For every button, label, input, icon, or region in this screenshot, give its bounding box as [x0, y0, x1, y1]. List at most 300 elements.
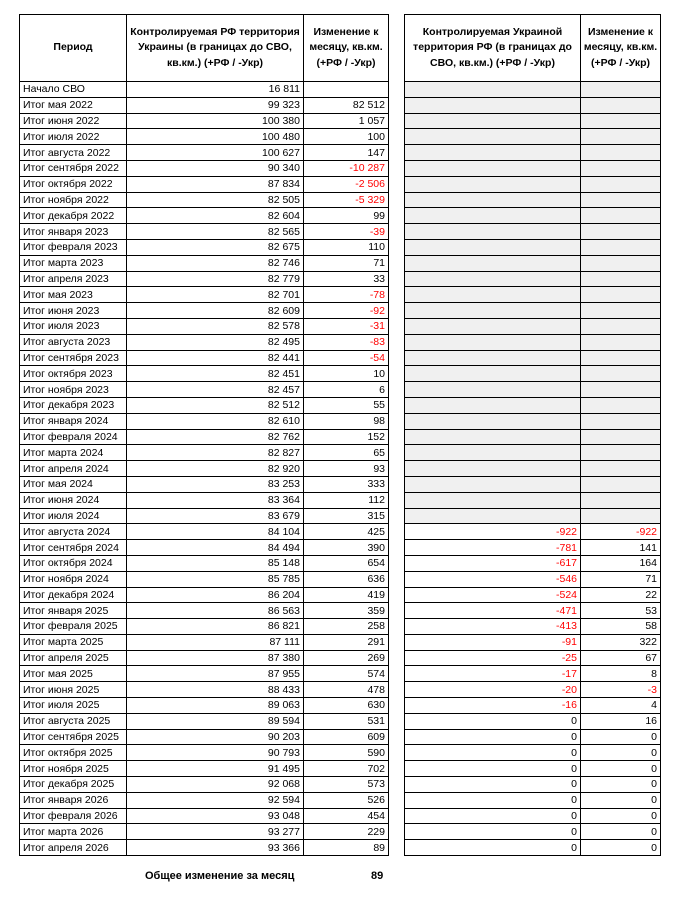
- ru-area-cell: 93 277: [127, 824, 304, 840]
- ru-change-cell: 98: [304, 413, 389, 429]
- ua-area-cell: [405, 97, 581, 113]
- table-row: [20, 160, 389, 176]
- ua-change-cell: [581, 318, 661, 334]
- table-row: [20, 445, 389, 461]
- table-row: [405, 634, 661, 650]
- ua-change-cell: [581, 208, 661, 224]
- period-cell: Итог марта 2024: [20, 445, 127, 461]
- ru-area-cell: 90 793: [127, 745, 304, 761]
- table-row: [405, 208, 661, 224]
- period-cell: Итог декабря 2023: [20, 397, 127, 413]
- ua-change-cell: 164: [581, 555, 661, 571]
- ua-area-cell: -25: [405, 650, 581, 666]
- ru-area-cell: 88 433: [127, 682, 304, 698]
- table-row: [405, 255, 661, 271]
- ru-area-cell: 100 627: [127, 145, 304, 161]
- ua-change-cell: 53: [581, 603, 661, 619]
- period-cell: Итог апреля 2023: [20, 271, 127, 287]
- ru-change-cell: 359: [304, 603, 389, 619]
- table-row: [405, 745, 661, 761]
- ru-change-cell: 636: [304, 571, 389, 587]
- ua-area-cell: 0: [405, 745, 581, 761]
- table-row: [20, 619, 389, 635]
- ua-area-cell: 0: [405, 777, 581, 793]
- table-row: [405, 587, 661, 603]
- ua-change-cell: [581, 461, 661, 477]
- ru-area-cell: 89 594: [127, 713, 304, 729]
- ru-change-cell: 454: [304, 808, 389, 824]
- period-cell: Итог февраля 2023: [20, 239, 127, 255]
- table-row: [405, 682, 661, 698]
- period-cell: Итог января 2025: [20, 603, 127, 619]
- period-cell: Итог июля 2022: [20, 129, 127, 145]
- table-row: [20, 97, 389, 113]
- period-cell: Начало СВО: [20, 82, 127, 98]
- ua-area-cell: -546: [405, 571, 581, 587]
- ru-change-cell: 152: [304, 429, 389, 445]
- period-cell: Итог ноября 2022: [20, 192, 127, 208]
- ua-change-cell: [581, 334, 661, 350]
- period-cell: Итог февраля 2024: [20, 429, 127, 445]
- ua-area-cell: -471: [405, 603, 581, 619]
- table-row: [20, 271, 389, 287]
- ua-change-cell: 322: [581, 634, 661, 650]
- ua-change-cell: 16: [581, 713, 661, 729]
- ru-area-cell: 86 204: [127, 587, 304, 603]
- ua-change-cell: [581, 271, 661, 287]
- ua-change-cell: 141: [581, 540, 661, 556]
- ua-area-cell: [405, 476, 581, 492]
- ru-area-cell: 89 063: [127, 698, 304, 714]
- ua-change-cell: 0: [581, 745, 661, 761]
- table-row: [405, 113, 661, 129]
- period-cell: Итог декабря 2025: [20, 777, 127, 793]
- table-row: [20, 587, 389, 603]
- ru-change-cell: 99: [304, 208, 389, 224]
- table-row: [20, 492, 389, 508]
- ru-area-cell: 90 203: [127, 729, 304, 745]
- table-row: [20, 524, 389, 540]
- ru-change-cell: -10 287: [304, 160, 389, 176]
- ua-change-cell: [581, 508, 661, 524]
- ua-change-cell: [581, 382, 661, 398]
- ru-area-cell: 82 746: [127, 255, 304, 271]
- table-row: [405, 524, 661, 540]
- summary-label: Общее изменение за месяц: [145, 870, 295, 882]
- table-row: [405, 461, 661, 477]
- table-row: [20, 603, 389, 619]
- ru-area-cell: 92 594: [127, 792, 304, 808]
- ru-change-cell: 229: [304, 824, 389, 840]
- ru-change-cell: -83: [304, 334, 389, 350]
- ua-change-cell: [581, 492, 661, 508]
- period-cell: Итог мая 2023: [20, 287, 127, 303]
- ua-change-cell: [581, 176, 661, 192]
- ua-area-cell: [405, 255, 581, 271]
- period-cell: Итог января 2024: [20, 413, 127, 429]
- table-row: [405, 82, 661, 98]
- table-row: [405, 350, 661, 366]
- ru-area-cell: 82 762: [127, 429, 304, 445]
- ua-change-cell: 0: [581, 792, 661, 808]
- table-row: [20, 634, 389, 650]
- ua-change-cell: 22: [581, 587, 661, 603]
- table-row: [20, 129, 389, 145]
- ua-change-cell: [581, 287, 661, 303]
- period-cell: Итог июня 2022: [20, 113, 127, 129]
- ru-area-cell: 91 495: [127, 761, 304, 777]
- ru-change-cell: 609: [304, 729, 389, 745]
- table-row: [405, 777, 661, 793]
- ru-change-cell: 110: [304, 239, 389, 255]
- ua-change-cell: [581, 303, 661, 319]
- ru-change-cell: 315: [304, 508, 389, 524]
- period-cell: Итог августа 2023: [20, 334, 127, 350]
- ua-change-cell: 71: [581, 571, 661, 587]
- table-row: [20, 350, 389, 366]
- period-cell: Итог августа 2024: [20, 524, 127, 540]
- ru-change-cell: -92: [304, 303, 389, 319]
- period-cell: Итог ноября 2025: [20, 761, 127, 777]
- table-row: [405, 619, 661, 635]
- table-row: [405, 603, 661, 619]
- period-cell: Итог мая 2025: [20, 666, 127, 682]
- ru-area-cell: 82 565: [127, 224, 304, 240]
- ua-change-cell: [581, 350, 661, 366]
- ua-area-cell: [405, 303, 581, 319]
- ru-area-cell: 99 323: [127, 97, 304, 113]
- table-row: [20, 666, 389, 682]
- period-cell: Итог июля 2023: [20, 318, 127, 334]
- table-row: [20, 698, 389, 714]
- table-row: [405, 429, 661, 445]
- ua-change-cell: [581, 397, 661, 413]
- table-row: [20, 176, 389, 192]
- ru-area-cell: 93 048: [127, 808, 304, 824]
- ru-area-cell: 82 495: [127, 334, 304, 350]
- ru-change-cell: -31: [304, 318, 389, 334]
- ru-change-cell: [304, 82, 389, 98]
- ua-area-cell: [405, 413, 581, 429]
- ru-area-cell: 86 563: [127, 603, 304, 619]
- table-row: [405, 145, 661, 161]
- table-row: [405, 271, 661, 287]
- ru-change-cell: 291: [304, 634, 389, 650]
- period-cell: Итог марта 2025: [20, 634, 127, 650]
- table-row: [405, 666, 661, 682]
- ua-change-cell: 58: [581, 619, 661, 635]
- ua-change-cell: [581, 429, 661, 445]
- period-cell: Итог ноября 2023: [20, 382, 127, 398]
- ua-area-cell: -617: [405, 555, 581, 571]
- ua-change-cell: [581, 255, 661, 271]
- ua-area-cell: [405, 239, 581, 255]
- ru-change-cell: 419: [304, 587, 389, 603]
- period-cell: Итог января 2023: [20, 224, 127, 240]
- ua-area-cell: -781: [405, 540, 581, 556]
- ru-area-cell: 82 457: [127, 382, 304, 398]
- ua-area-cell: [405, 492, 581, 508]
- ru-area-cell: 84 494: [127, 540, 304, 556]
- ua-area-cell: [405, 445, 581, 461]
- ua-change-cell: [581, 476, 661, 492]
- period-cell: Итог мая 2022: [20, 97, 127, 113]
- table-row: [20, 555, 389, 571]
- period-cell: Итог октября 2023: [20, 366, 127, 382]
- ua-change-cell: 0: [581, 777, 661, 793]
- table-row: [405, 97, 661, 113]
- ru-area-cell: 90 340: [127, 160, 304, 176]
- ua-area-cell: [405, 397, 581, 413]
- table-row: [405, 729, 661, 745]
- ua-area-cell: [405, 461, 581, 477]
- period-cell: Итог февраля 2025: [20, 619, 127, 635]
- ua-change-cell: [581, 82, 661, 98]
- ru-change-cell: 33: [304, 271, 389, 287]
- period-cell: Итог апреля 2026: [20, 840, 127, 856]
- ua-change-cell: [581, 145, 661, 161]
- period-cell: Итог мая 2024: [20, 476, 127, 492]
- table-row: [20, 366, 389, 382]
- ru-area-cell: 82 604: [127, 208, 304, 224]
- ru-change-cell: 147: [304, 145, 389, 161]
- ru-change-cell: 93: [304, 461, 389, 477]
- period-cell: Итог июля 2024: [20, 508, 127, 524]
- ua-area-cell: -16: [405, 698, 581, 714]
- table-row: [20, 208, 389, 224]
- table-row: [20, 397, 389, 413]
- right-table-body: [405, 82, 661, 856]
- table-row: [20, 318, 389, 334]
- ru-area-cell: 83 679: [127, 508, 304, 524]
- ru-change-cell: 55: [304, 397, 389, 413]
- table-row: [20, 745, 389, 761]
- table-row: [405, 382, 661, 398]
- ru-area-cell: 82 451: [127, 366, 304, 382]
- ru-area-cell: 87 380: [127, 650, 304, 666]
- table-row: [20, 461, 389, 477]
- ua-area-cell: [405, 160, 581, 176]
- table-row: [20, 777, 389, 793]
- ua-area-cell: [405, 145, 581, 161]
- period-cell: Итог сентября 2025: [20, 729, 127, 745]
- ua-area-cell: -922: [405, 524, 581, 540]
- ru-change-cell: -2 506: [304, 176, 389, 192]
- ua-change-cell: 0: [581, 729, 661, 745]
- ua-area-cell: -413: [405, 619, 581, 635]
- summary-value: 89: [371, 870, 384, 882]
- table-row: [405, 571, 661, 587]
- ua-area-cell: [405, 350, 581, 366]
- period-cell: Итог сентября 2023: [20, 350, 127, 366]
- table-row: [405, 239, 661, 255]
- period-cell: Итог октября 2024: [20, 555, 127, 571]
- ru-change-cell: 702: [304, 761, 389, 777]
- ru-area-cell: 100 480: [127, 129, 304, 145]
- ru-area-cell: 82 675: [127, 239, 304, 255]
- ua-change-cell: -922: [581, 524, 661, 540]
- ua-change-cell: 67: [581, 650, 661, 666]
- table-row: [405, 492, 661, 508]
- ru-area-cell: 82 505: [127, 192, 304, 208]
- ru-change-cell: 526: [304, 792, 389, 808]
- period-cell: Итог декабря 2024: [20, 587, 127, 603]
- period-cell: Итог февраля 2026: [20, 808, 127, 824]
- period-cell: Итог июля 2025: [20, 698, 127, 714]
- table-row: [20, 224, 389, 240]
- ua-change-cell: 0: [581, 824, 661, 840]
- ua-area-cell: [405, 113, 581, 129]
- table-row: [20, 287, 389, 303]
- period-cell: Итог декабря 2022: [20, 208, 127, 224]
- left-territory-table: [19, 14, 389, 856]
- ru-change-cell: 10: [304, 366, 389, 382]
- ru-change-cell: -54: [304, 350, 389, 366]
- ua-area-cell: -524: [405, 587, 581, 603]
- ru-area-cell: 16 811: [127, 82, 304, 98]
- ua-change-cell: [581, 224, 661, 240]
- ru-area-cell: 82 610: [127, 413, 304, 429]
- table-row: [20, 824, 389, 840]
- ua-area-cell: [405, 334, 581, 350]
- ru-change-cell: 590: [304, 745, 389, 761]
- ua-change-cell: 0: [581, 808, 661, 824]
- ua-area-cell: [405, 287, 581, 303]
- ru-area-cell: 85 148: [127, 555, 304, 571]
- ru-area-cell: 87 955: [127, 666, 304, 682]
- ru-change-cell: -39: [304, 224, 389, 240]
- ru-change-cell: 258: [304, 619, 389, 635]
- header-period: Период: [20, 15, 127, 82]
- ua-area-cell: [405, 129, 581, 145]
- period-cell: Итог марта 2023: [20, 255, 127, 271]
- ru-change-cell: 100: [304, 129, 389, 145]
- right-territory-table: [404, 14, 661, 856]
- ru-change-cell: 573: [304, 777, 389, 793]
- table-row: [405, 397, 661, 413]
- period-cell: Итог августа 2025: [20, 713, 127, 729]
- ru-change-cell: 112: [304, 492, 389, 508]
- ua-change-cell: [581, 113, 661, 129]
- table-row: [20, 650, 389, 666]
- table-row: [405, 761, 661, 777]
- table-row: [20, 192, 389, 208]
- table-row: [405, 224, 661, 240]
- table-row: [405, 508, 661, 524]
- ru-change-cell: -5 329: [304, 192, 389, 208]
- ua-area-cell: [405, 176, 581, 192]
- ua-change-cell: 0: [581, 840, 661, 856]
- ua-area-cell: -91: [405, 634, 581, 650]
- ru-area-cell: 82 920: [127, 461, 304, 477]
- period-cell: Итог октября 2025: [20, 745, 127, 761]
- ru-change-cell: 654: [304, 555, 389, 571]
- table-row: [20, 792, 389, 808]
- table-row: [20, 571, 389, 587]
- table-row: [405, 366, 661, 382]
- ru-area-cell: 85 785: [127, 571, 304, 587]
- ua-area-cell: 0: [405, 729, 581, 745]
- table-row: [405, 287, 661, 303]
- table-row: [20, 808, 389, 824]
- header-ua-monthly-change: Изменение к месяцу, кв.км. (+РФ / -Укр): [581, 15, 661, 82]
- ua-area-cell: 0: [405, 713, 581, 729]
- ru-area-cell: 87 111: [127, 634, 304, 650]
- period-cell: Итог сентября 2024: [20, 540, 127, 556]
- period-cell: Итог апреля 2024: [20, 461, 127, 477]
- table-row: [20, 429, 389, 445]
- ua-area-cell: 0: [405, 792, 581, 808]
- period-cell: Итог июня 2025: [20, 682, 127, 698]
- table-row: [405, 650, 661, 666]
- ua-change-cell: 4: [581, 698, 661, 714]
- ru-change-cell: 65: [304, 445, 389, 461]
- period-cell: Итог июня 2023: [20, 303, 127, 319]
- table-row: [20, 255, 389, 271]
- table-row: [405, 334, 661, 350]
- period-cell: Итог марта 2026: [20, 824, 127, 840]
- period-cell: Итог ноября 2024: [20, 571, 127, 587]
- ru-area-cell: 100 380: [127, 113, 304, 129]
- ru-area-cell: 84 104: [127, 524, 304, 540]
- period-cell: Итог июня 2024: [20, 492, 127, 508]
- right-table-header-row: [405, 15, 661, 82]
- ua-change-cell: [581, 192, 661, 208]
- period-cell: Итог августа 2022: [20, 145, 127, 161]
- ru-change-cell: 574: [304, 666, 389, 682]
- ua-area-cell: [405, 382, 581, 398]
- table-row: [20, 113, 389, 129]
- ru-area-cell: 86 821: [127, 619, 304, 635]
- ua-change-cell: [581, 413, 661, 429]
- period-cell: Итог сентября 2022: [20, 160, 127, 176]
- ru-change-cell: 82 512: [304, 97, 389, 113]
- table-row: [405, 792, 661, 808]
- table-row: [20, 334, 389, 350]
- ru-area-cell: 92 068: [127, 777, 304, 793]
- period-cell: Итог апреля 2025: [20, 650, 127, 666]
- ru-area-cell: 82 441: [127, 350, 304, 366]
- ru-area-cell: 83 253: [127, 476, 304, 492]
- ua-area-cell: [405, 82, 581, 98]
- ua-change-cell: [581, 366, 661, 382]
- ua-area-cell: [405, 208, 581, 224]
- ru-change-cell: -78: [304, 287, 389, 303]
- ru-change-cell: 531: [304, 713, 389, 729]
- ua-area-cell: -17: [405, 666, 581, 682]
- table-row: [20, 145, 389, 161]
- ru-area-cell: 87 834: [127, 176, 304, 192]
- table-row: [20, 239, 389, 255]
- table-row: [20, 761, 389, 777]
- table-row: [405, 160, 661, 176]
- ua-area-cell: [405, 318, 581, 334]
- ua-area-cell: [405, 224, 581, 240]
- ru-area-cell: 93 366: [127, 840, 304, 856]
- ru-area-cell: 83 364: [127, 492, 304, 508]
- ua-change-cell: [581, 239, 661, 255]
- table-row: [405, 808, 661, 824]
- table-row: [405, 840, 661, 856]
- ua-area-cell: 0: [405, 824, 581, 840]
- ru-change-cell: 6: [304, 382, 389, 398]
- table-row: [20, 82, 389, 98]
- table-row: [405, 413, 661, 429]
- table-row: [405, 303, 661, 319]
- table-row: [405, 540, 661, 556]
- table-row: [405, 176, 661, 192]
- table-row: [405, 555, 661, 571]
